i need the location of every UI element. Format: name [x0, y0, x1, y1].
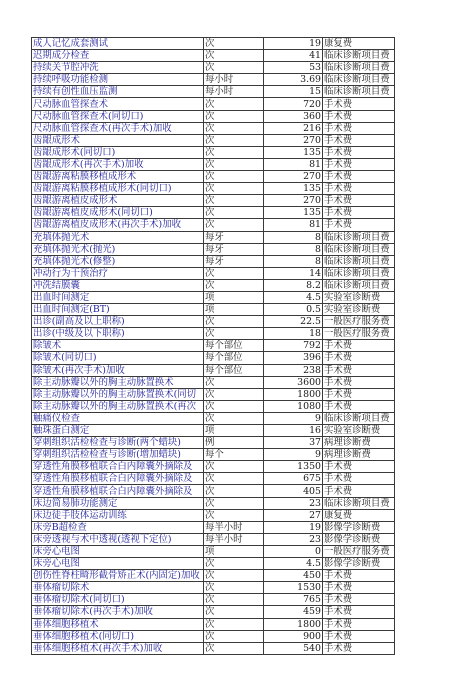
unit-cell[interactable]: 次: [204, 388, 264, 400]
price-cell[interactable]: 19: [264, 38, 323, 50]
category-cell[interactable]: 手术费: [323, 219, 395, 231]
item-name-cell[interactable]: 冲洗结膜囊: [32, 279, 204, 291]
table-row: [32, 171, 395, 183]
unit-cell[interactable]: 次: [204, 207, 264, 219]
item-name-cell[interactable]: 垂体瘤切除术: [32, 582, 204, 594]
item-name-cell[interactable]: 创伤性脊柱畸形截骨矫正术(内固定)加收: [32, 570, 204, 582]
table-row: [32, 219, 395, 231]
unit-cell[interactable]: 次: [204, 642, 264, 654]
table-row: [32, 570, 395, 582]
category-cell[interactable]: 临床诊断项目费: [323, 50, 395, 62]
unit-cell[interactable]: 次: [204, 461, 264, 473]
table-row: [32, 146, 395, 158]
price-cell[interactable]: 900: [264, 630, 323, 642]
unit-cell[interactable]: 每半小时: [204, 521, 264, 533]
price-cell[interactable]: 53: [264, 62, 323, 74]
table-row: [32, 267, 395, 279]
table-row: [32, 618, 395, 630]
category-cell[interactable]: 手术费: [323, 642, 395, 654]
unit-cell[interactable]: 次: [204, 400, 264, 412]
table-row: [32, 195, 395, 207]
unit-cell[interactable]: 次: [204, 570, 264, 582]
item-name-cell[interactable]: 穿透性角膜移植联合白内障囊外摘除及: [32, 485, 204, 497]
price-cell[interactable]: 396: [264, 352, 323, 364]
item-name-cell[interactable]: 出血时间测定: [32, 291, 204, 303]
price-cell[interactable]: 9: [264, 449, 323, 461]
item-name-cell[interactable]: 除皱术(同切口): [32, 352, 204, 364]
price-cell[interactable]: 405: [264, 485, 323, 497]
unit-cell[interactable]: 每牙: [204, 243, 264, 255]
unit-cell[interactable]: 次: [204, 158, 264, 170]
item-name-cell[interactable]: 穿透性角膜移植联合白内障囊外摘除及: [32, 473, 204, 485]
item-name-cell[interactable]: 持续呼吸功能检测: [32, 74, 204, 86]
price-cell[interactable]: 238: [264, 364, 323, 376]
category-cell[interactable]: 手术费: [323, 570, 395, 582]
category-cell[interactable]: 影像学诊断费: [323, 521, 395, 533]
unit-cell[interactable]: 每个部位: [204, 340, 264, 352]
category-cell[interactable]: 临床诊断项目费: [323, 243, 395, 255]
unit-cell[interactable]: 每牙: [204, 255, 264, 267]
unit-cell[interactable]: 每个: [204, 449, 264, 461]
table-row: [32, 38, 395, 50]
category-cell[interactable]: 临床诊断项目费: [323, 255, 395, 267]
unit-cell[interactable]: 项: [204, 425, 264, 437]
category-cell[interactable]: 临床诊断项目费: [323, 74, 395, 86]
price-cell[interactable]: 135: [264, 146, 323, 158]
price-cell[interactable]: 270: [264, 134, 323, 146]
price-cell[interactable]: 8: [264, 255, 323, 267]
item-name-cell[interactable]: 充填体抛光术(修整): [32, 255, 204, 267]
category-cell[interactable]: 手术费: [323, 183, 395, 195]
item-name-cell[interactable]: 床旁心电图: [32, 545, 204, 557]
item-name-cell[interactable]: 垂体瘤切除术(同切口): [32, 594, 204, 606]
price-cell[interactable]: 3.69: [264, 74, 323, 86]
table-row: [32, 485, 395, 497]
item-name-cell[interactable]: 出诊(中级及以下职称): [32, 328, 204, 340]
table-row: [32, 630, 395, 642]
category-cell[interactable]: 临床诊断项目费: [323, 231, 395, 243]
price-cell[interactable]: 27: [264, 509, 323, 521]
category-cell[interactable]: 手术费: [323, 171, 395, 183]
price-cell[interactable]: 81: [264, 219, 323, 231]
unit-cell[interactable]: 次: [204, 134, 264, 146]
item-name-cell[interactable]: 垂体细胞移植术: [32, 618, 204, 630]
item-name-cell[interactable]: 充填体抛光术: [32, 231, 204, 243]
category-cell[interactable]: 手术费: [323, 473, 395, 485]
category-cell[interactable]: 手术费: [323, 110, 395, 122]
category-cell[interactable]: 手术费: [323, 352, 395, 364]
category-cell[interactable]: 手术费: [323, 376, 395, 388]
unit-cell[interactable]: 次: [204, 110, 264, 122]
unit-cell[interactable]: 次: [204, 316, 264, 328]
unit-cell[interactable]: 次: [204, 594, 264, 606]
table-row: [32, 122, 395, 134]
price-cell[interactable]: 4.5: [264, 291, 323, 303]
unit-cell[interactable]: 次: [204, 146, 264, 158]
item-name-cell[interactable]: 持续关节腔冲洗: [32, 62, 204, 74]
table-row: [32, 473, 395, 485]
unit-cell[interactable]: 次: [204, 558, 264, 570]
unit-cell[interactable]: 次: [204, 509, 264, 521]
item-name-cell[interactable]: 除皱术: [32, 340, 204, 352]
table-row: [32, 582, 395, 594]
category-cell[interactable]: 手术费: [323, 606, 395, 618]
unit-cell[interactable]: 次: [204, 267, 264, 279]
item-name-cell[interactable]: 尺动脉血管探查术(再次手术)加收: [32, 122, 204, 134]
item-name-cell[interactable]: 床边徒手肢体运动训练: [32, 509, 204, 521]
table-row: [32, 412, 395, 424]
table-row: [32, 279, 395, 291]
item-name-cell[interactable]: 除主动脉瓣以外的胸主动脉置换术(再次: [32, 400, 204, 412]
item-name-cell[interactable]: 齿龈游离植皮成形术(同切口): [32, 207, 204, 219]
item-name-cell[interactable]: 齿龈游离粘膜移植成形术(同切口): [32, 183, 204, 195]
category-cell[interactable]: 手术费: [323, 98, 395, 110]
item-name-cell[interactable]: 床边简易肺功能测定: [32, 497, 204, 509]
table-row: [32, 255, 395, 267]
unit-cell[interactable]: 每个部位: [204, 352, 264, 364]
price-cell[interactable]: 8: [264, 231, 323, 243]
category-cell[interactable]: 康复费: [323, 509, 395, 521]
item-name-cell[interactable]: 充填体抛光术(抛光): [32, 243, 204, 255]
category-cell[interactable]: 实验室诊断费: [323, 291, 395, 303]
price-cell[interactable]: 3600: [264, 376, 323, 388]
table-row: [32, 437, 395, 449]
price-cell[interactable]: 37: [264, 437, 323, 449]
category-cell[interactable]: 手术费: [323, 146, 395, 158]
table-row: [32, 400, 395, 412]
table-row: [32, 594, 395, 606]
category-cell[interactable]: 康复费: [323, 38, 395, 50]
price-cell[interactable]: 22.5: [264, 316, 323, 328]
table-row: [32, 497, 395, 509]
price-cell[interactable]: 16: [264, 425, 323, 437]
price-cell[interactable]: 8: [264, 243, 323, 255]
category-cell[interactable]: 手术费: [323, 400, 395, 412]
item-name-cell[interactable]: 垂体瘤切除术(再次手术)加收: [32, 606, 204, 618]
category-cell[interactable]: 手术费: [323, 388, 395, 400]
item-name-cell[interactable]: 出血时间测定(BT): [32, 304, 204, 316]
item-name-cell[interactable]: 垂体细胞移植术(再次手术)加收: [32, 642, 204, 654]
category-cell[interactable]: 临床诊断项目费: [323, 267, 395, 279]
item-name-cell[interactable]: 冲动行为干预治疗: [32, 267, 204, 279]
table-row: [32, 364, 395, 376]
item-name-cell[interactable]: 齿龈游离植皮成形术(再次手术)加收: [32, 219, 204, 231]
category-cell[interactable]: 影像学诊断费: [323, 533, 395, 545]
category-cell[interactable]: 手术费: [323, 134, 395, 146]
table-row: [32, 509, 395, 521]
unit-cell[interactable]: 项: [204, 545, 264, 557]
unit-cell[interactable]: 每半小时: [204, 533, 264, 545]
category-cell[interactable]: 手术费: [323, 594, 395, 606]
price-cell[interactable]: 135: [264, 183, 323, 195]
fee-schedule-table: [31, 37, 395, 655]
price-cell[interactable]: 540: [264, 642, 323, 654]
unit-cell[interactable]: 例: [204, 437, 264, 449]
item-name-cell[interactable]: 齿龈成形术: [32, 134, 204, 146]
item-name-cell[interactable]: 垂体细胞移植术(同切口): [32, 630, 204, 642]
table-row: [32, 207, 395, 219]
category-cell[interactable]: 一般医疗服务费: [323, 316, 395, 328]
table-row: [32, 376, 395, 388]
category-cell[interactable]: 手术费: [323, 582, 395, 594]
unit-cell[interactable]: 每小时: [204, 86, 264, 98]
unit-cell[interactable]: 每小时: [204, 74, 264, 86]
item-name-cell[interactable]: 除皱术(再次手术)加收: [32, 364, 204, 376]
table-row: [32, 110, 395, 122]
table-row: [32, 98, 395, 110]
table-row: [32, 231, 395, 243]
price-cell[interactable]: 459: [264, 606, 323, 618]
unit-cell[interactable]: 次: [204, 485, 264, 497]
table-row: [32, 243, 395, 255]
table-row: [32, 316, 395, 328]
table-row: [32, 521, 395, 533]
price-cell[interactable]: 1530: [264, 582, 323, 594]
unit-cell[interactable]: 次: [204, 279, 264, 291]
unit-cell[interactable]: 每个部位: [204, 364, 264, 376]
unit-cell[interactable]: 每牙: [204, 231, 264, 243]
item-name-cell[interactable]: 床旁B超检查: [32, 521, 204, 533]
unit-cell[interactable]: 次: [204, 171, 264, 183]
price-cell[interactable]: 23: [264, 497, 323, 509]
table-row: [32, 533, 395, 545]
category-cell[interactable]: 临床诊断项目费: [323, 412, 395, 424]
price-cell[interactable]: 135: [264, 207, 323, 219]
category-cell[interactable]: 影像学诊断费: [323, 558, 395, 570]
unit-cell[interactable]: 次: [204, 62, 264, 74]
item-name-cell[interactable]: 出诊(副高及以上职称): [32, 316, 204, 328]
category-cell[interactable]: 手术费: [323, 485, 395, 497]
item-name-cell[interactable]: 迟期成分检查: [32, 50, 204, 62]
category-cell[interactable]: 病理诊断费: [323, 449, 395, 461]
price-cell[interactable]: 4.5: [264, 558, 323, 570]
price-cell[interactable]: 270: [264, 195, 323, 207]
price-cell[interactable]: 23: [264, 533, 323, 545]
item-name-cell[interactable]: 齿龈游离粘膜移植成形术: [32, 171, 204, 183]
item-name-cell[interactable]: 持续有创性血压监测: [32, 86, 204, 98]
category-cell[interactable]: 手术费: [323, 630, 395, 642]
unit-cell[interactable]: 次: [204, 376, 264, 388]
table-row: [32, 86, 395, 98]
table-row: [32, 461, 395, 473]
price-cell[interactable]: 18: [264, 328, 323, 340]
fee-schedule-body: [32, 38, 395, 655]
category-cell[interactable]: 临床诊断项目费: [323, 62, 395, 74]
category-cell[interactable]: 病理诊断费: [323, 437, 395, 449]
category-cell[interactable]: 临床诊断项目费: [323, 497, 395, 509]
category-cell[interactable]: 一般医疗服务费: [323, 545, 395, 557]
price-cell[interactable]: 0: [264, 545, 323, 557]
unit-cell[interactable]: 次: [204, 195, 264, 207]
table-row: [32, 50, 395, 62]
unit-cell[interactable]: 次: [204, 98, 264, 110]
unit-cell[interactable]: 次: [204, 497, 264, 509]
item-name-cell[interactable]: 穿刺组织活检检查与诊断(增加蜡块): [32, 449, 204, 461]
table-row: [32, 74, 395, 86]
category-cell[interactable]: 实验室诊断费: [323, 425, 395, 437]
price-cell[interactable]: 81: [264, 158, 323, 170]
item-name-cell[interactable]: 除主动脉瓣以外的胸主动脉置换术: [32, 376, 204, 388]
unit-cell[interactable]: 次: [204, 473, 264, 485]
category-cell[interactable]: 手术费: [323, 364, 395, 376]
price-cell[interactable]: 1080: [264, 400, 323, 412]
table-row: [32, 183, 395, 195]
category-cell[interactable]: 手术费: [323, 158, 395, 170]
price-cell[interactable]: 216: [264, 122, 323, 134]
table-row: [32, 134, 395, 146]
item-name-cell[interactable]: 触痛仪检查: [32, 412, 204, 424]
price-cell[interactable]: 9: [264, 412, 323, 424]
unit-cell[interactable]: 项: [204, 304, 264, 316]
unit-cell[interactable]: 次: [204, 328, 264, 340]
price-cell[interactable]: 1800: [264, 388, 323, 400]
table-row: [32, 606, 395, 618]
table-row: [32, 449, 395, 461]
table-row: [32, 388, 395, 400]
price-cell[interactable]: 0.5: [264, 304, 323, 316]
item-name-cell[interactable]: 床旁心电图: [32, 558, 204, 570]
category-cell[interactable]: 临床诊断项目费: [323, 279, 395, 291]
unit-cell[interactable]: 次: [204, 630, 264, 642]
price-cell[interactable]: 41: [264, 50, 323, 62]
table-row: [32, 425, 395, 437]
category-cell[interactable]: 实验室诊断费: [323, 304, 395, 316]
item-name-cell[interactable]: 齿龈游离植皮成形术: [32, 195, 204, 207]
category-cell[interactable]: 手术费: [323, 618, 395, 630]
price-cell[interactable]: 675: [264, 473, 323, 485]
item-name-cell[interactable]: 穿刺组织活检检查与诊断(两个蜡块): [32, 437, 204, 449]
table-row: [32, 642, 395, 654]
table-row: [32, 158, 395, 170]
item-name-cell[interactable]: 齿龈成形术(同切口): [32, 146, 204, 158]
price-cell[interactable]: 792: [264, 340, 323, 352]
item-name-cell[interactable]: 成人记忆成套测试: [32, 38, 204, 50]
table-row: [32, 352, 395, 364]
table-row: [32, 291, 395, 303]
item-name-cell[interactable]: 穿透性角膜移植联合白内障囊外摘除及: [32, 461, 204, 473]
item-name-cell[interactable]: 尺动脉血管探查术(同切口): [32, 110, 204, 122]
item-name-cell[interactable]: 除主动脉瓣以外的胸主动脉置换术(同切: [32, 388, 204, 400]
table-row: [32, 558, 395, 570]
unit-cell[interactable]: 次: [204, 219, 264, 231]
category-cell[interactable]: 临床诊断项目费: [323, 86, 395, 98]
unit-cell[interactable]: 次: [204, 412, 264, 424]
item-name-cell[interactable]: 齿龈成形术(再次手术)加收: [32, 158, 204, 170]
category-cell[interactable]: 手术费: [323, 461, 395, 473]
price-cell[interactable]: 8.2: [264, 279, 323, 291]
unit-cell[interactable]: 次: [204, 582, 264, 594]
item-name-cell[interactable]: 尺动脉血管探查术: [32, 98, 204, 110]
category-cell[interactable]: 手术费: [323, 340, 395, 352]
table-row: [32, 304, 395, 316]
price-cell[interactable]: 1350: [264, 461, 323, 473]
unit-cell[interactable]: 次: [204, 618, 264, 630]
price-cell[interactable]: 15: [264, 86, 323, 98]
price-cell[interactable]: 360: [264, 110, 323, 122]
category-cell[interactable]: 手术费: [323, 122, 395, 134]
price-cell[interactable]: 270: [264, 171, 323, 183]
table-row: [32, 328, 395, 340]
category-cell[interactable]: 一般医疗服务费: [323, 328, 395, 340]
unit-cell[interactable]: 次: [204, 183, 264, 195]
price-cell[interactable]: 1800: [264, 618, 323, 630]
unit-cell[interactable]: 次: [204, 122, 264, 134]
item-name-cell[interactable]: 床旁透视与术中透视(透视下定位): [32, 533, 204, 545]
unit-cell[interactable]: 次: [204, 38, 264, 50]
table-row: [32, 340, 395, 352]
unit-cell[interactable]: 次: [204, 50, 264, 62]
unit-cell[interactable]: 次: [204, 606, 264, 618]
price-cell[interactable]: 450: [264, 570, 323, 582]
unit-cell[interactable]: 项: [204, 291, 264, 303]
item-name-cell[interactable]: 触珠蛋白测定: [32, 425, 204, 437]
table-row: [32, 545, 395, 557]
category-cell[interactable]: 手术费: [323, 195, 395, 207]
price-cell[interactable]: 19: [264, 521, 323, 533]
price-cell[interactable]: 720: [264, 98, 323, 110]
category-cell[interactable]: 手术费: [323, 207, 395, 219]
price-cell[interactable]: 14: [264, 267, 323, 279]
table-row: [32, 62, 395, 74]
price-cell[interactable]: 765: [264, 594, 323, 606]
